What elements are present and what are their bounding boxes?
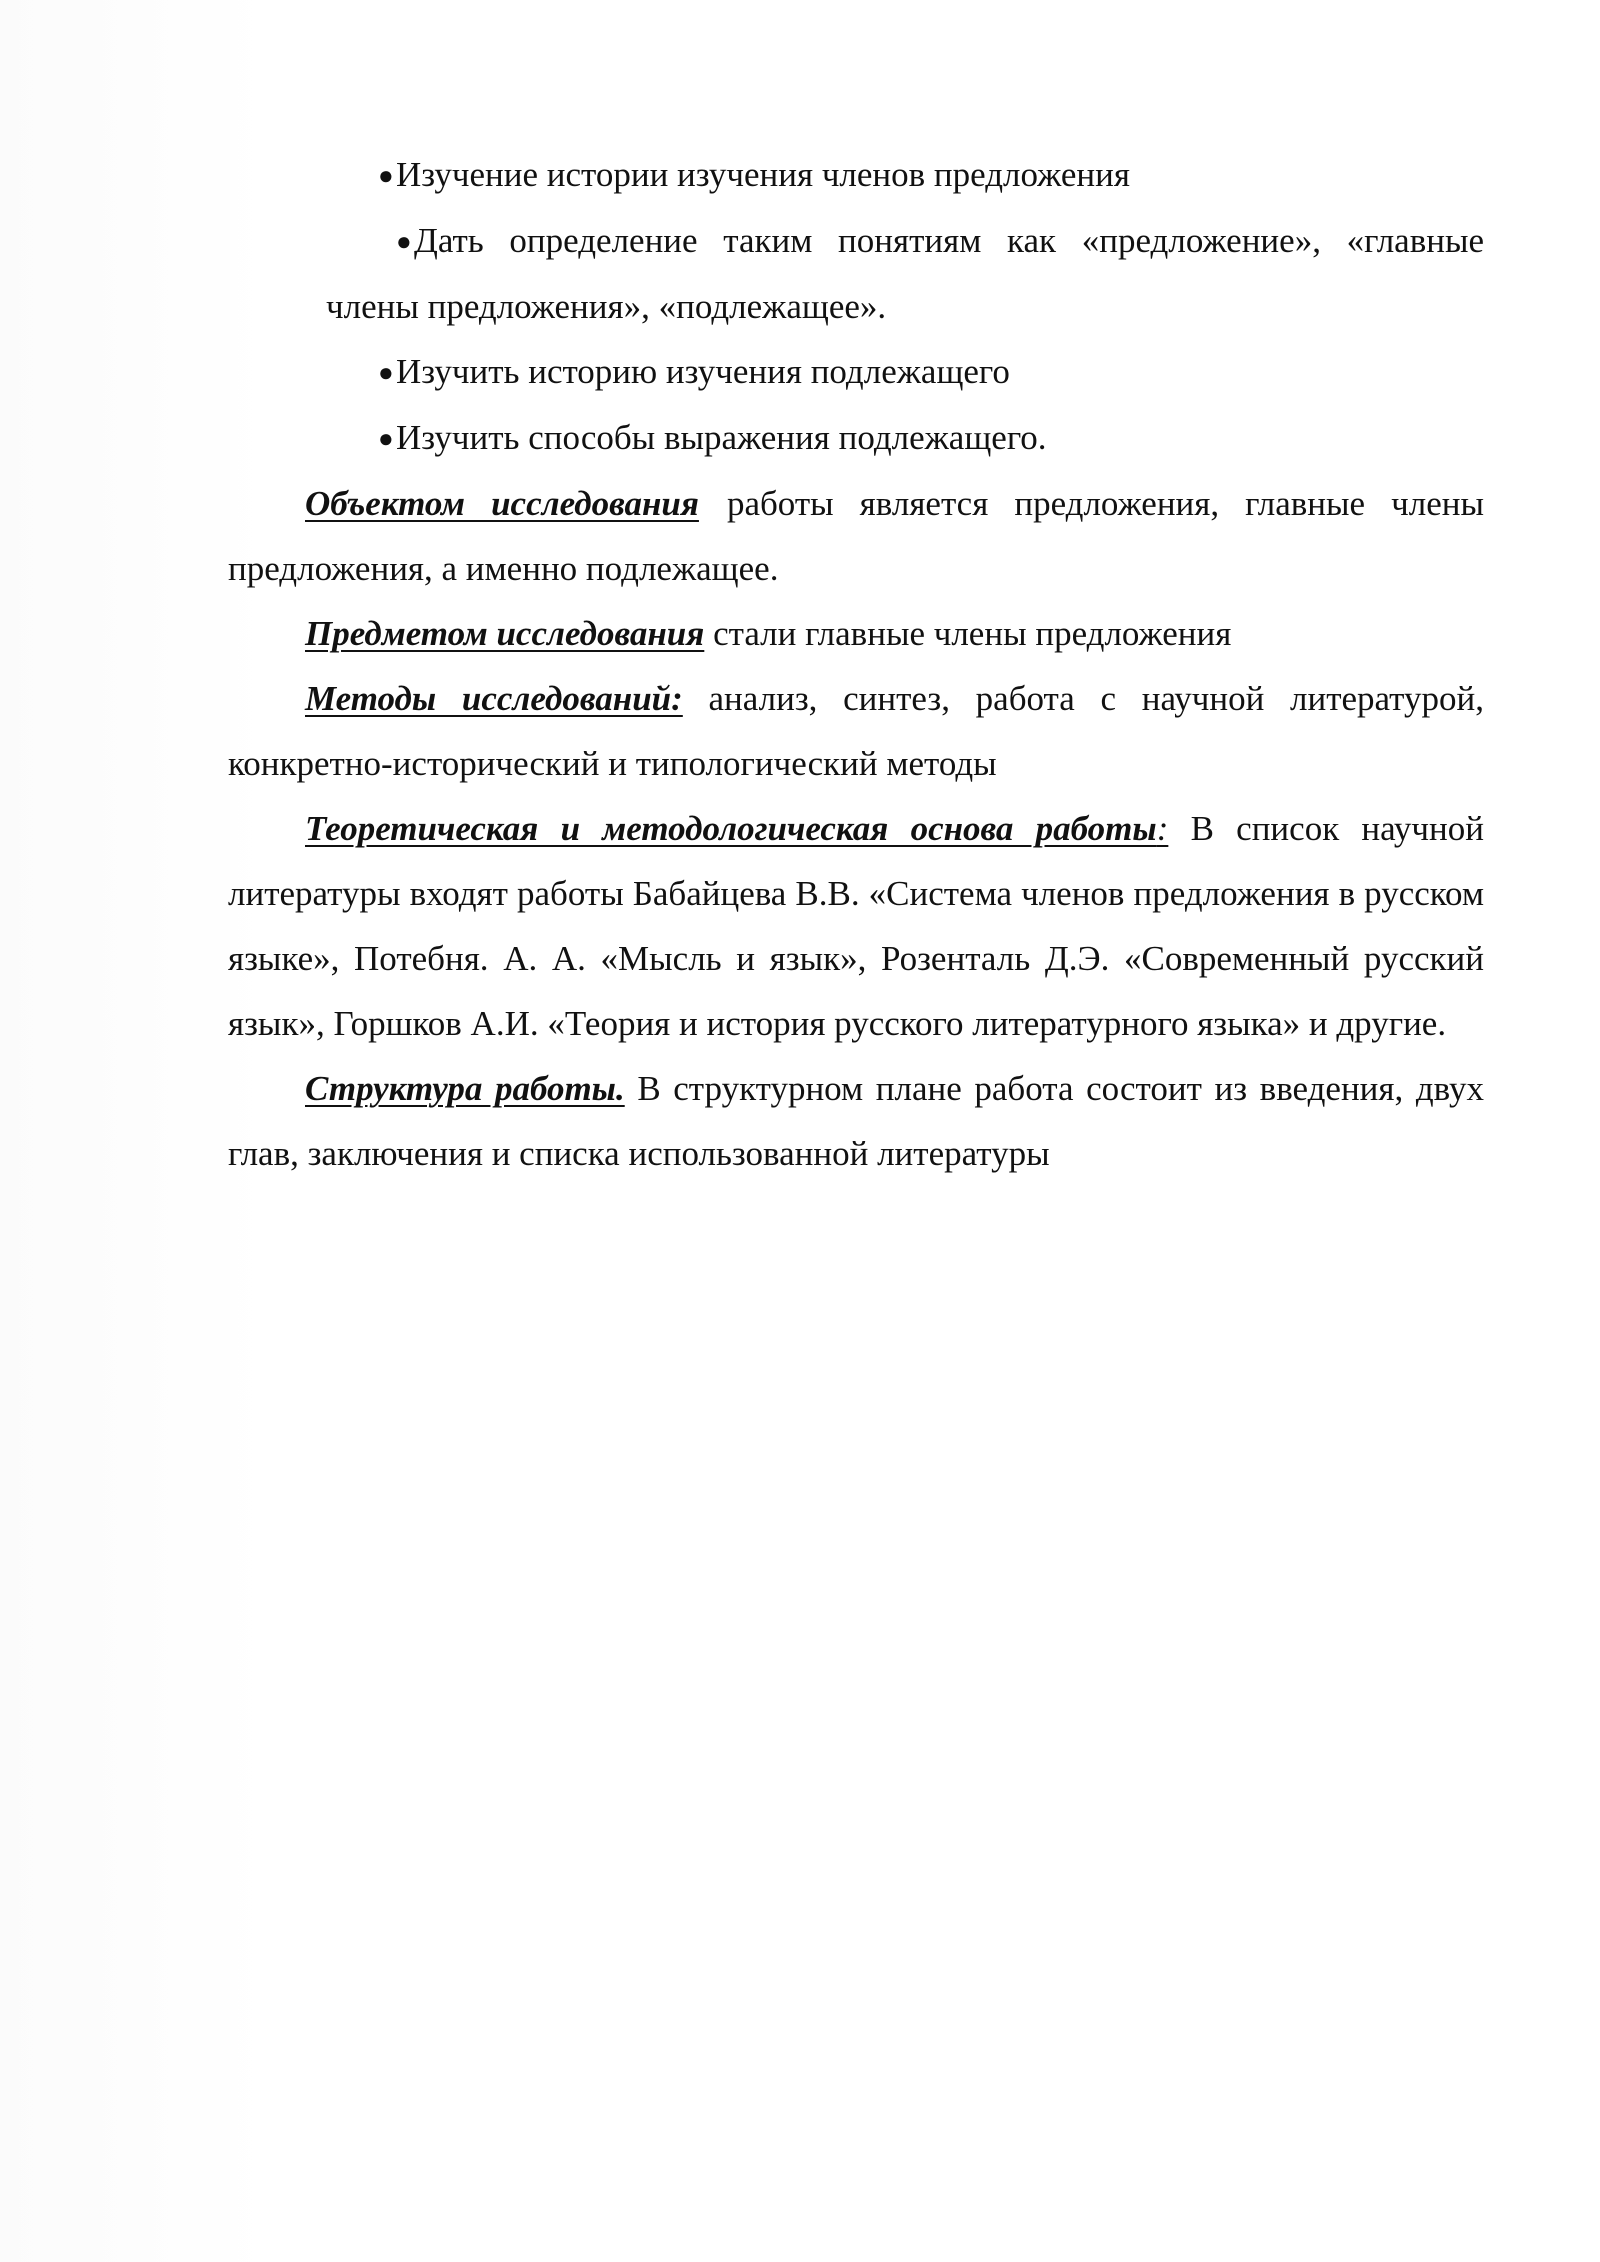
structure-term: Структура работы. xyxy=(305,1069,625,1108)
structure-paragraph xyxy=(228,1056,1484,1186)
bullet-icon: ● xyxy=(378,161,394,190)
methods-paragraph xyxy=(228,666,1484,796)
list-item xyxy=(228,208,1484,339)
list-item xyxy=(228,405,1484,471)
list-item-text: Дать определение таким понятиям как «предложение», «главные члены предложения», «подлежащее». xyxy=(326,221,1484,326)
subject-term: Предметом исследования xyxy=(305,614,705,653)
list-item xyxy=(228,142,1484,208)
subject-text: стали главные члены предложения xyxy=(704,614,1232,653)
bullet-icon: ● xyxy=(378,358,394,387)
object-text: работы является предложения, главные члены предложения, а именно подлежащее. xyxy=(228,484,1484,588)
list-item xyxy=(228,339,1484,405)
object-paragraph xyxy=(228,471,1484,601)
object-term: Объектом исследования xyxy=(305,484,699,523)
document-content xyxy=(228,142,1484,1186)
theory-text: В список научной литературы входят работы Бабайцева В.В. «Система членов предложения в русском языке», Потебня. А. А. «Мысль и язык», Розенталь Д.Э. «Современный русский язык», Горшков А.И. «Теория и история русского литературного языка» и другие. xyxy=(228,809,1484,1043)
methods-text: анализ, синтез, работа с научной литературой, конкретно-исторический и типологический методы xyxy=(228,679,1485,783)
theory-term: Теоретическая и методологическая основа работы xyxy=(305,809,1157,848)
list-item-text: Изучить способы выражения подлежащего. xyxy=(396,418,1047,457)
list-item-text: Изучить историю изучения подлежащего xyxy=(396,352,1010,391)
bullet-icon: ● xyxy=(396,227,412,256)
bullet-icon: ● xyxy=(378,424,394,453)
list-item-text: Изучение истории изучения членов предложения xyxy=(396,155,1130,194)
structure-text: В структурном плане работа состоит из введения, двух глав, заключения и списка использованной литературы xyxy=(228,1069,1484,1173)
methods-term: Методы исследований: xyxy=(305,679,683,718)
theory-paragraph xyxy=(228,796,1484,1056)
theory-term-colon: : xyxy=(1156,809,1169,848)
subject-paragraph xyxy=(228,601,1484,666)
